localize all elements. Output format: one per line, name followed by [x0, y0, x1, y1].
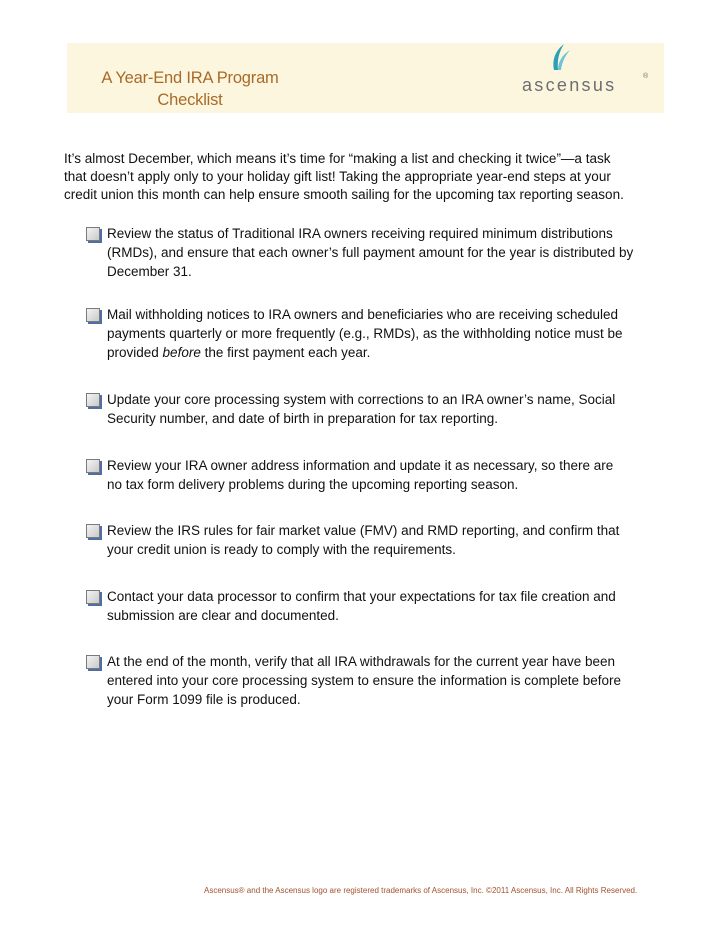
checklist-line: Mail withholding notices to IRA owners and beneficiaries who are receiving scheduled — [107, 307, 619, 322]
checklist-line: (RMDs), and ensure that each owner’s full payment amount for the year is distributed by — [107, 245, 634, 260]
checkbox-icon[interactable] — [86, 308, 100, 322]
intro-paragraph — [64, 150, 674, 204]
checklist-line: no tax form delivery problems during the upcoming reporting season. — [107, 477, 519, 492]
intro-line: credit union this month can help ensure smooth sailing for the upcoming tax reporting season. — [64, 187, 624, 202]
checklist-item-text — [107, 521, 697, 559]
checklist-line: your Form 1099 file is produced. — [107, 692, 301, 707]
checklist-item-text — [107, 587, 697, 625]
checklist-line: Security number, and date of birth in preparation for tax reporting. — [107, 411, 498, 426]
checklist-item-text — [107, 305, 697, 362]
title-line-2: Checklist — [157, 91, 223, 109]
checklist-line: December 31. — [107, 264, 192, 279]
checklist-item-text — [107, 652, 697, 709]
checklist-line: entered into your core processing system to ensure the information is complete before — [107, 673, 622, 688]
checklist-line-segment: provided — [107, 345, 163, 360]
checklist-line-segment: the first payment each year. — [200, 345, 371, 360]
checklist-item-text — [107, 390, 697, 428]
logo-registered-mark: ® — [643, 73, 649, 80]
ascensus-logo — [522, 42, 672, 102]
logo-wordmark: ascensus — [522, 75, 617, 95]
checklist-line — [107, 343, 697, 362]
footer-trademark-notice: Ascensus® and the Ascensus logo are registered trademarks of Ascensus, Inc. ©2011 Ascensus, Inc. All Rights Reserved. — [204, 886, 638, 895]
checklist-line: Update your core processing system with corrections to an IRA owner’s name, Social — [107, 392, 616, 407]
title-line-1: A Year-End IRA Program — [101, 69, 279, 87]
emphasis-text: before — [162, 345, 201, 360]
intro-line: It’s almost December, which means it’s time for “making a list and checking it twice”—a task — [64, 151, 611, 166]
checklist-item-text — [107, 224, 697, 281]
checklist-line: At the end of the month, verify that all IRA withdrawals for the current year have been — [107, 654, 616, 669]
checkbox-icon[interactable] — [86, 459, 100, 473]
checklist-line: your credit union is ready to comply with the requirements. — [107, 542, 456, 557]
checklist-line: Review the IRS rules for fair market value (FMV) and RMD reporting, and confirm that — [107, 523, 620, 538]
logo-swoosh-icon — [544, 42, 572, 72]
checkbox-icon[interactable] — [86, 227, 100, 241]
checklist-item-text — [107, 456, 697, 494]
checkbox-icon[interactable] — [86, 393, 100, 407]
checkbox-icon[interactable] — [86, 655, 100, 669]
checkbox-icon[interactable] — [86, 524, 100, 538]
checklist-line: Contact your data processor to confirm that your expectations for tax file creation and — [107, 589, 616, 604]
checklist-line: submission are clear and documented. — [107, 608, 339, 623]
checklist-line: payments quarterly or more frequently (e.g., RMDs), as the withholding notice must be — [107, 326, 623, 341]
document-title — [85, 67, 295, 111]
checklist-line: Review the status of Traditional IRA owners receiving required minimum distributions — [107, 226, 613, 241]
checkbox-icon[interactable] — [86, 590, 100, 604]
intro-line: that doesn’t apply only to your holiday gift list! Taking the appropriate year-end steps at your — [64, 169, 611, 184]
checklist-line: Review your IRA owner address information and update it as necessary, so there are — [107, 458, 614, 473]
